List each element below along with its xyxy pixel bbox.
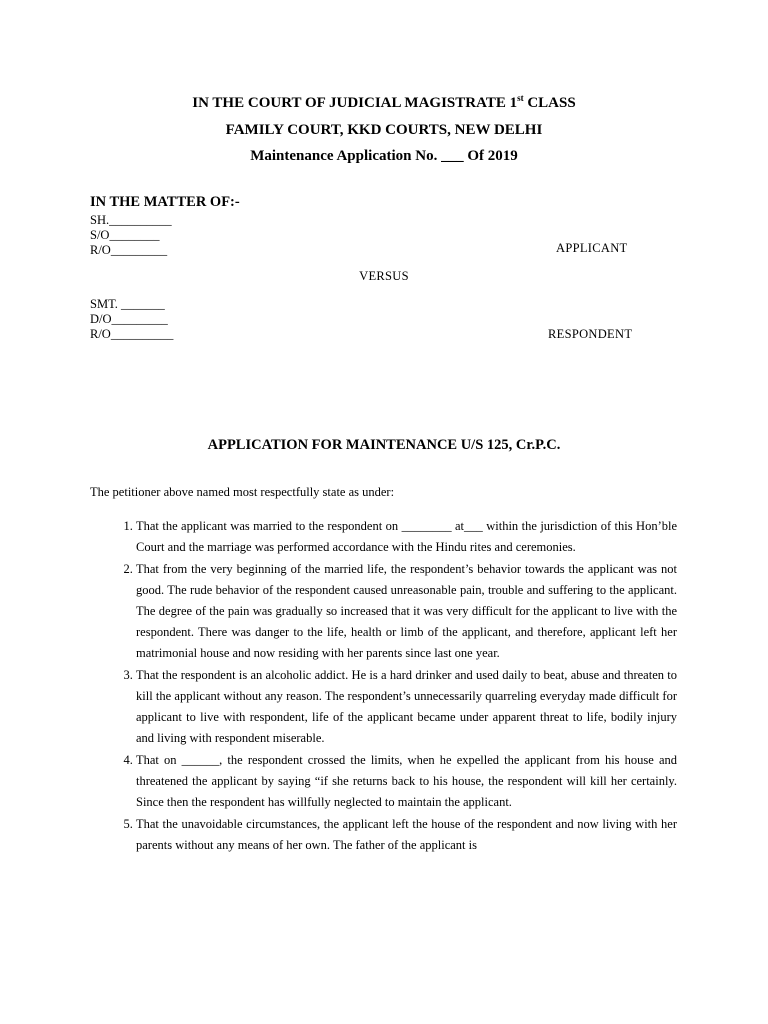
court-heading-class: CLASS bbox=[523, 95, 576, 111]
intro-statement: The petitioner above named most respectfully state as under: bbox=[90, 485, 395, 499]
court-heading bbox=[0, 95, 768, 112]
applicant-name-line: SH.__________ bbox=[90, 213, 172, 227]
respondent-name-line: SMT. _______ bbox=[90, 297, 165, 311]
paragraph-item: 1. That the applicant was married to the respondent on ________ at___ within the jurisdiction of this Hon’ble Court and the marriage was performed accordance with the Hindu rites and ceremonies. bbox=[136, 516, 677, 558]
applicant-details bbox=[90, 213, 172, 258]
applicant-residence-line: R/O_________ bbox=[90, 243, 168, 257]
court-location: FAMILY COURT, KKD COURTS, NEW DELHI bbox=[225, 122, 543, 138]
applicant-role-label: APPLICANT bbox=[556, 241, 628, 255]
versus-label: VERSUS bbox=[359, 269, 409, 283]
applicant-parent-line: S/O________ bbox=[90, 228, 160, 242]
matter-heading: IN THE MATTER OF:- bbox=[90, 194, 240, 210]
paragraph-list bbox=[90, 516, 677, 857]
respondent-role-label: RESPONDENT bbox=[548, 327, 633, 341]
paragraph-item: 2. That from the very beginning of the married life, the respondent’s behavior towards the applicant was not good. The rude behavior of the respondent caused unreasonable pain, trouble and suffering to the applicant. The degree of the pain was gradually so increased that it was very difficult for the applicant to live with the respondent. There was danger to the life, health or limb of the applicant, and therefore, applicant left her matrimonial house and now residing with her parents since last one year. bbox=[136, 559, 677, 664]
application-number: Maintenance Application No. ___ Of 2019 bbox=[250, 148, 518, 164]
court-heading-text: IN THE COURT OF JUDICIAL MAGISTRATE 1 bbox=[192, 95, 518, 111]
respondent-details bbox=[90, 297, 173, 342]
application-title: APPLICATION FOR MAINTENANCE U/S 125, Cr.P.C. bbox=[207, 437, 561, 453]
paragraph-item: 5. That the unavoidable circumstances, the applicant left the house of the respondent and now living with her parents without any means of her own. The father of the applicant is bbox=[136, 814, 677, 856]
court-heading-superscript: st bbox=[517, 93, 524, 103]
respondent-parent-line: D/O_________ bbox=[90, 312, 168, 326]
respondent-residence-line: R/O__________ bbox=[90, 327, 174, 341]
paragraph-item: 4. That on ______, the respondent crossed the limits, when he expelled the applicant from his house and threatened the applicant by saying “if she returns back to his house, the respondent will kill her certainly. Since then the respondent has willfully neglected to maintain the applicant. bbox=[136, 750, 677, 813]
paragraph-item: 3. That the respondent is an alcoholic addict. He is a hard drinker and used daily to beat, abuse and threaten to kill the applicant without any reason. The respondent’s unnecessarily quarreling everyday made difficult for applicant to live with respondent, life of the applicant became under apparent threat to life, bodily injury and living with respondent miserable. bbox=[136, 665, 677, 749]
